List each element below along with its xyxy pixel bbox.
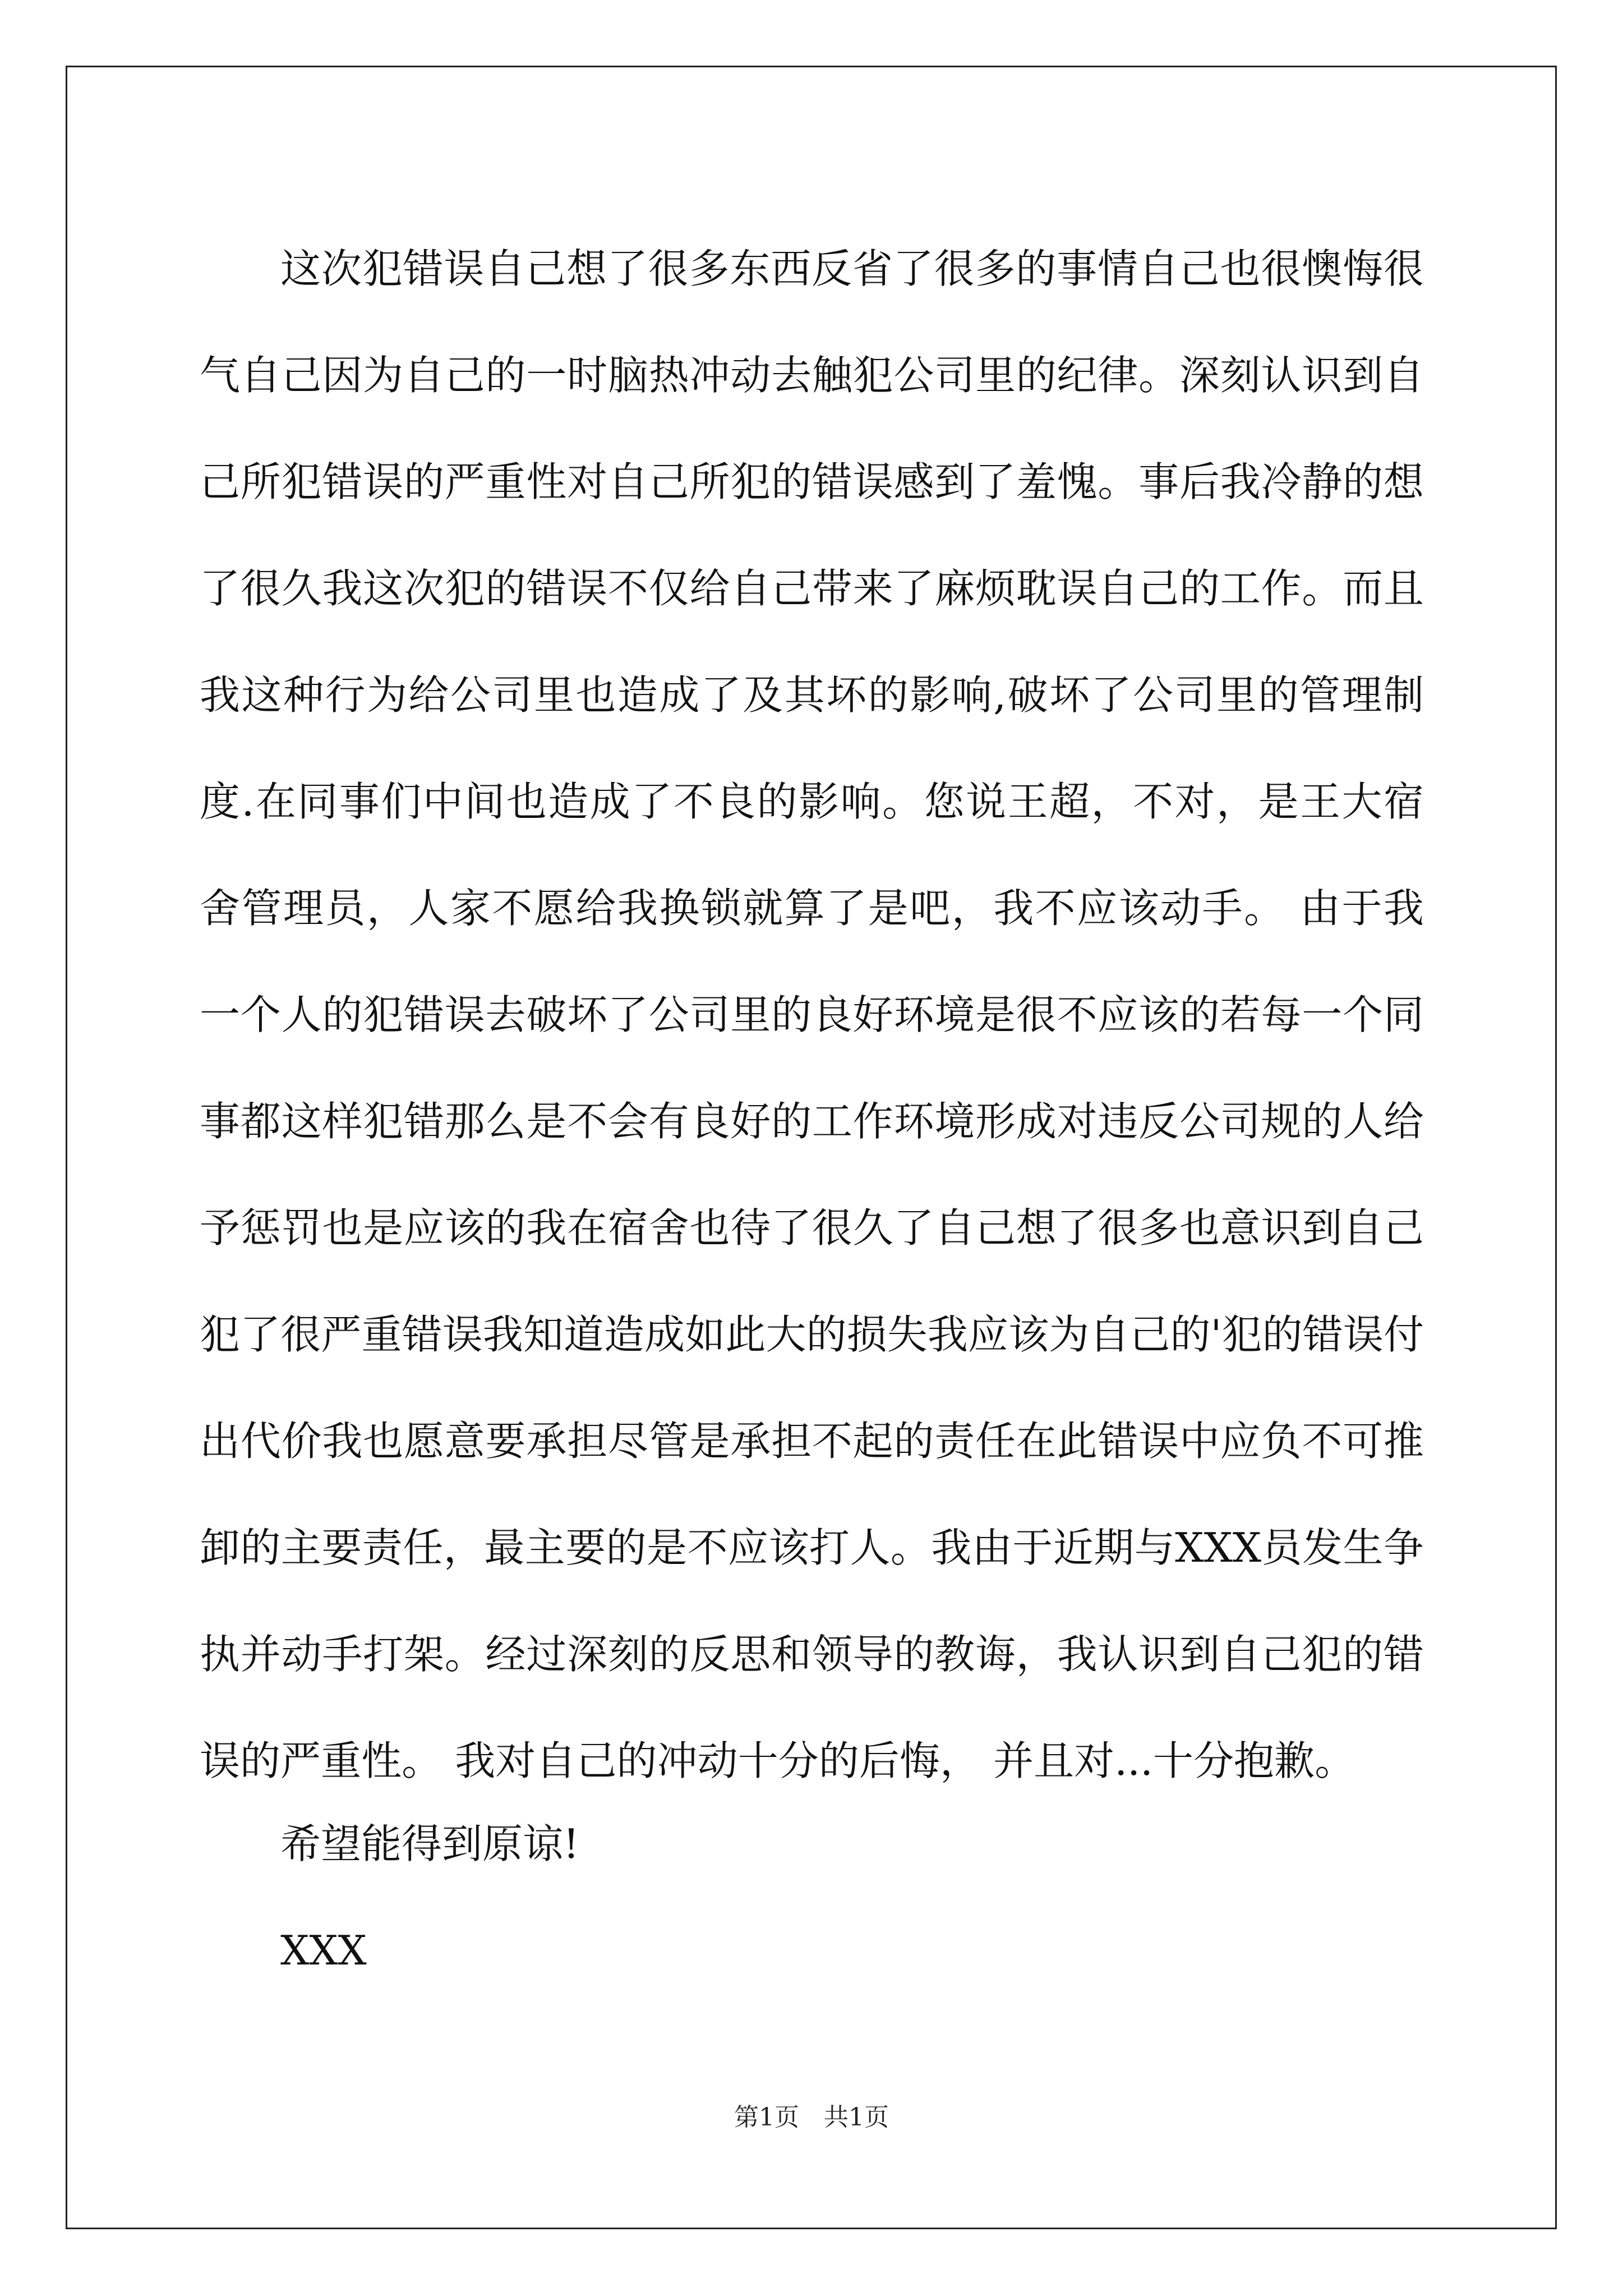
body-paragraph: 这次犯错误自己想了很多东西反省了很多的事情自己也很懊悔很气自己因为自己的一时脑热冲动去触犯公司里的纪律。深刻认识到自己所犯错误的严重性对自己所犯的错误感到了羞愧。事后我冷静的想了很久我这次犯的错误不仅给自己带来了麻烦耽误自己的工作。而且我这种行为给公司里也造成了及其坏的影响,破坏了公司里的管理制度.在同事们中间也造成了不良的影响。您说王超，不对，是王大宿舍管理员，人家不愿给我换锁就算了是吧，我不应该动手。 由于我一个人的犯错误去破坏了公司里的良好环境是很不应该的若每一个同事都这样犯错那么是不会有良好的工作环境形成对违反公司规的人给予惩罚也是应该的我在宿舍也待了很久了自己想了很多也意识到自己犯了很严重错误我知道造成如此大的损失我应该为自己的'犯的错误付出代价我也愿意要承担尽管是承担不起的责任在此错误中应负不可推卸的主要责任，最主要的是不应该打人。我由于近期与XXX员发生争执并动手打架。经过深刻的反思和领导的教诲，我认识到自己犯的错误的严重性。 我对自己的冲动十分的后悔， 并且对...十分抱歉。 bbox=[200, 245, 1424, 1784]
page-footer: 第1页 共1页 bbox=[734, 2103, 889, 2132]
closing-line: 希望能得到原谅! bbox=[280, 1820, 579, 1867]
signature: XXX bbox=[280, 1927, 367, 1974]
